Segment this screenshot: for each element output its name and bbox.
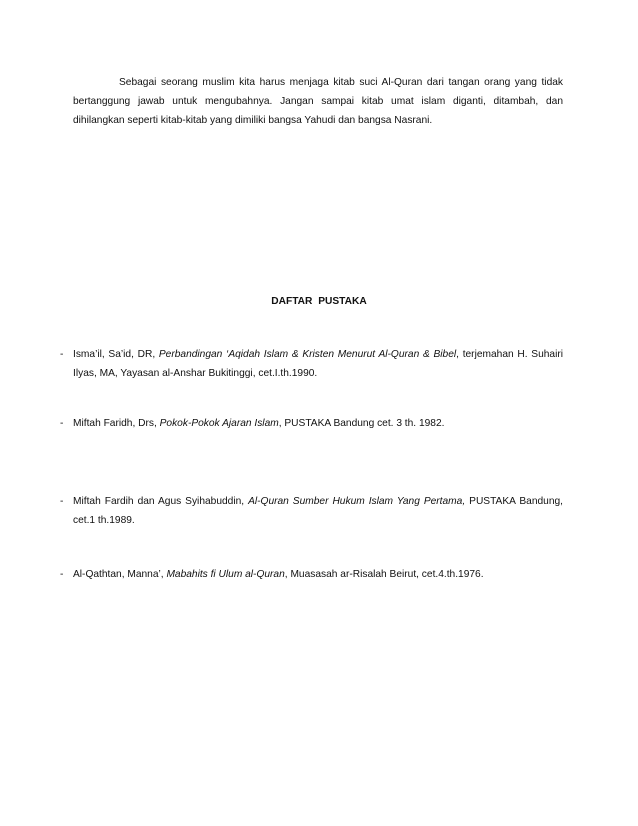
entry-publication: PUSTAKA Bandung, cet.1 th.1989. (73, 496, 563, 526)
entry-book-title: Al-Quran Sumber Hukum Islam Yang Pertama, (248, 496, 466, 507)
bibliography-title: DAFTAR PUSTAKA (271, 296, 367, 307)
entry-book-title: Pokok-Pokok Ajaran Islam (159, 418, 279, 429)
bibliography-entry (73, 414, 563, 433)
entry-book-title: Perbandingan ‘Aqidah Islam & Kristen Menurut Al-Quran & Bibel (158, 349, 457, 360)
bibliography-entry (73, 345, 563, 383)
list-bullet: - (60, 569, 64, 580)
list-bullet: - (60, 349, 64, 360)
list-bullet: - (60, 496, 64, 507)
entry-publication: , PUSTAKA Bandung cet. 3 th. 1982. (278, 418, 445, 429)
list-bullet: - (60, 418, 64, 429)
bibliography-entry (73, 565, 563, 584)
body-paragraph: Sebagai seorang muslim kita harus menjaga kitab suci Al-Quran dari tangan orang yang tidak bertanggung jawab untuk mengubahnya. Jangan sampai kitab umat islam diganti, ditambah, dan dihilangkan seperti kitab-kitab yang dimiliki bangsa Yahudi dan bangsa Nasrani. (73, 77, 563, 126)
bibliography-entry (73, 492, 563, 530)
entry-author: Isma’il, Sa’id, DR, (73, 349, 159, 360)
entry-author: Miftah Faridh, Drs, (73, 418, 160, 429)
entry-publication: , terjemahan H. Suhairi Ilyas, MA, Yayasan al-Anshar Bukitinggi, cet.I.th.1990. (73, 349, 563, 379)
entry-book-title: Mabahits fi Ulum al-Quran (166, 569, 285, 580)
entry-author: Miftah Fardih dan Agus Syihabuddin, (73, 496, 249, 507)
entry-publication: , Muasasah ar-Risalah Beirut, cet.4.th.1976. (284, 569, 484, 580)
entry-author: Al-Qathtan, Manna’, (73, 569, 167, 580)
